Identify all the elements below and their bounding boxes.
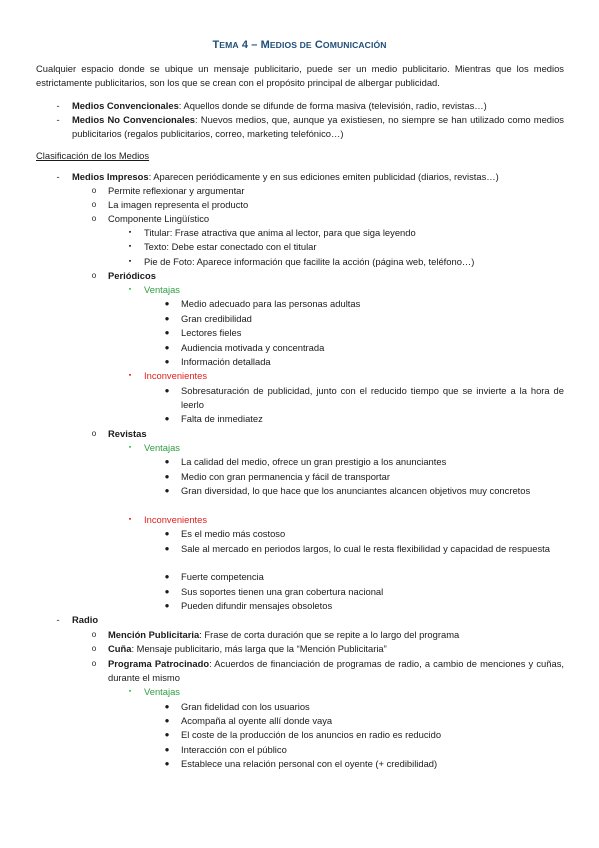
- bullet-marker: ●: [164, 472, 170, 481]
- revistas-inconvenientes-label: Inconvenientes: [144, 514, 208, 525]
- linguistic-item: Pie de Foto: Aparece información que facilite la acción (página web, teléfono…): [144, 256, 475, 267]
- bullet-marker: ●: [164, 343, 170, 352]
- circle-marker: o: [91, 186, 97, 195]
- ventaja-item: El coste de la producción de los anuncios en radio es reducido: [181, 729, 442, 740]
- ventaja-item: Interacción con el público: [181, 744, 287, 755]
- type-no-convencionales: Medios No Convencionales: Nuevos medios, que, aunque ya existiesen, no siempre se han utilizado como medios publicitarios (regalos publicitarios, correo, marketing telefónico…): [72, 114, 564, 140]
- ventaja-item: Establece una relación personal con el oyente (+ credibilidad): [181, 758, 438, 769]
- ventaja-item: Gran fidelidad con los usuarios: [181, 701, 310, 712]
- ventaja-item: Medio con gran permanencia y fácil de transportar: [181, 471, 390, 482]
- inconveniente-item: Fuerte competencia: [181, 571, 264, 582]
- radio-item: Programa Patrocinado: Acuerdos de financiación de programas de radio, a cambio de menciones y cuñas, durante el mismo: [108, 658, 564, 684]
- square-marker: ▪: [128, 229, 132, 236]
- dash-marker: -: [56, 171, 60, 182]
- radio-ventajas-label: Ventajas: [144, 686, 180, 697]
- bullet-marker: ●: [164, 745, 170, 754]
- bullet-marker: ●: [164, 328, 170, 337]
- bullet-marker: ●: [164, 457, 170, 466]
- inconveniente-item: Falta de inmediatez: [181, 413, 263, 424]
- ventaja-item: Información detallada: [181, 356, 271, 367]
- bullet-marker: ●: [164, 587, 170, 596]
- bullet-marker: ●: [164, 529, 170, 538]
- intro-paragraph: Cualquier espacio donde se ubique un mensaje publicitario, puede ser un medio publicitario. Mientras que los medios estrictamente publicitarios, son los que se crean con el propósito principal de albergar publicidad.: [36, 63, 564, 89]
- ventaja-item: Audiencia motivada y concentrada: [181, 342, 325, 353]
- red-square-marker: ▪: [128, 516, 132, 523]
- periodicos-heading: Periódicos: [108, 270, 156, 281]
- bullet-marker: ●: [164, 414, 170, 423]
- bullet-marker: ●: [164, 299, 170, 308]
- classification-heading: Clasificación de los Medios: [36, 150, 150, 161]
- bullet-marker: ●: [164, 314, 170, 323]
- circle-marker: o: [91, 630, 97, 639]
- revistas-ventajas-label: Ventajas: [144, 442, 180, 453]
- inconveniente-item: Es el medio más costoso: [181, 528, 286, 539]
- ventaja-item: Medio adecuado para las personas adultas: [181, 298, 361, 309]
- revistas-heading: Revistas: [108, 428, 147, 439]
- circle-marker: o: [91, 644, 97, 653]
- radio-item: Cuña: Mensaje publicitario, más larga que la “Mención Publicitaria”: [108, 643, 387, 654]
- impresos-item: La imagen representa el producto: [108, 199, 249, 210]
- bullet-marker: ●: [164, 716, 170, 725]
- square-marker: ▪: [128, 243, 132, 250]
- inconveniente-item: Sus soportes tienen una gran cobertura nacional: [181, 586, 384, 597]
- ventaja-item: Gran credibilidad: [181, 313, 252, 324]
- linguistic-item: Texto: Debe estar conectado con el titular: [144, 241, 317, 252]
- page-title: TEMA 4 – MEDIOS DE COMUNICACIÓN: [212, 39, 387, 51]
- green-square-marker: ▪: [128, 444, 132, 451]
- impresos-item: Componente Lingüístico: [108, 213, 210, 224]
- periodicos-inconvenientes-label: Inconvenientes: [144, 370, 208, 381]
- bullet-marker: ●: [164, 601, 170, 610]
- red-square-marker: ▪: [128, 372, 132, 379]
- impresos-heading: Medios Impresos: Aparecen periódicamente y en sus ediciones emiten publicidad (diarios, revistas…): [72, 171, 499, 182]
- radio-item: Mención Publicitaria: Frase de corta duración que se repite a lo largo del programa: [108, 629, 460, 640]
- circle-marker: o: [91, 271, 97, 280]
- circle-marker: o: [91, 200, 97, 209]
- inconveniente-item: Pueden difundir mensajes obsoletos: [181, 600, 333, 611]
- square-marker: ▪: [128, 258, 132, 265]
- dash-marker: -: [56, 614, 60, 625]
- circle-marker: o: [91, 659, 97, 668]
- inconveniente-item: Sobresaturación de publicidad, junto con el reducido tiempo que se invierte a la hora de leerlo: [181, 385, 564, 411]
- bullet-marker: ●: [164, 730, 170, 739]
- circle-marker: o: [91, 214, 97, 223]
- periodicos-ventajas-label: Ventajas: [144, 284, 180, 295]
- green-square-marker: ▪: [128, 688, 132, 695]
- ventaja-item: La calidad del medio, ofrece un gran prestigio a los anunciantes: [181, 456, 447, 467]
- dash-marker: -: [56, 100, 60, 111]
- impresos-item: Permite reflexionar y argumentar: [108, 185, 245, 196]
- bullet-marker: ●: [164, 486, 170, 495]
- bullet-marker: ●: [164, 759, 170, 768]
- ventaja-item: Acompaña al oyente allí donde vaya: [181, 715, 333, 726]
- ventaja-item: Gran diversidad, lo que hace que los anunciantes alcancen objetivos muy concretos: [181, 485, 531, 496]
- inconveniente-item: Sale al mercado en periodos largos, lo cual le resta flexibilidad y capacidad de respuesta: [181, 543, 550, 554]
- green-square-marker: ▪: [128, 286, 132, 293]
- bullet-marker: ●: [164, 572, 170, 581]
- bullet-marker: ●: [164, 544, 170, 553]
- ventaja-item: Lectores fieles: [181, 327, 242, 338]
- radio-heading: Radio: [72, 614, 99, 625]
- type-convencionales: Medios Convencionales: Aquellos donde se difunde de forma masiva (televisión, radio, revistas…): [72, 100, 487, 111]
- bullet-marker: ●: [164, 386, 170, 395]
- bullet-marker: ●: [164, 702, 170, 711]
- dash-marker: -: [56, 114, 60, 125]
- circle-marker: o: [91, 429, 97, 438]
- bullet-marker: ●: [164, 357, 170, 366]
- linguistic-item: Titular: Frase atractiva que anima al lector, para que siga leyendo: [144, 227, 416, 238]
